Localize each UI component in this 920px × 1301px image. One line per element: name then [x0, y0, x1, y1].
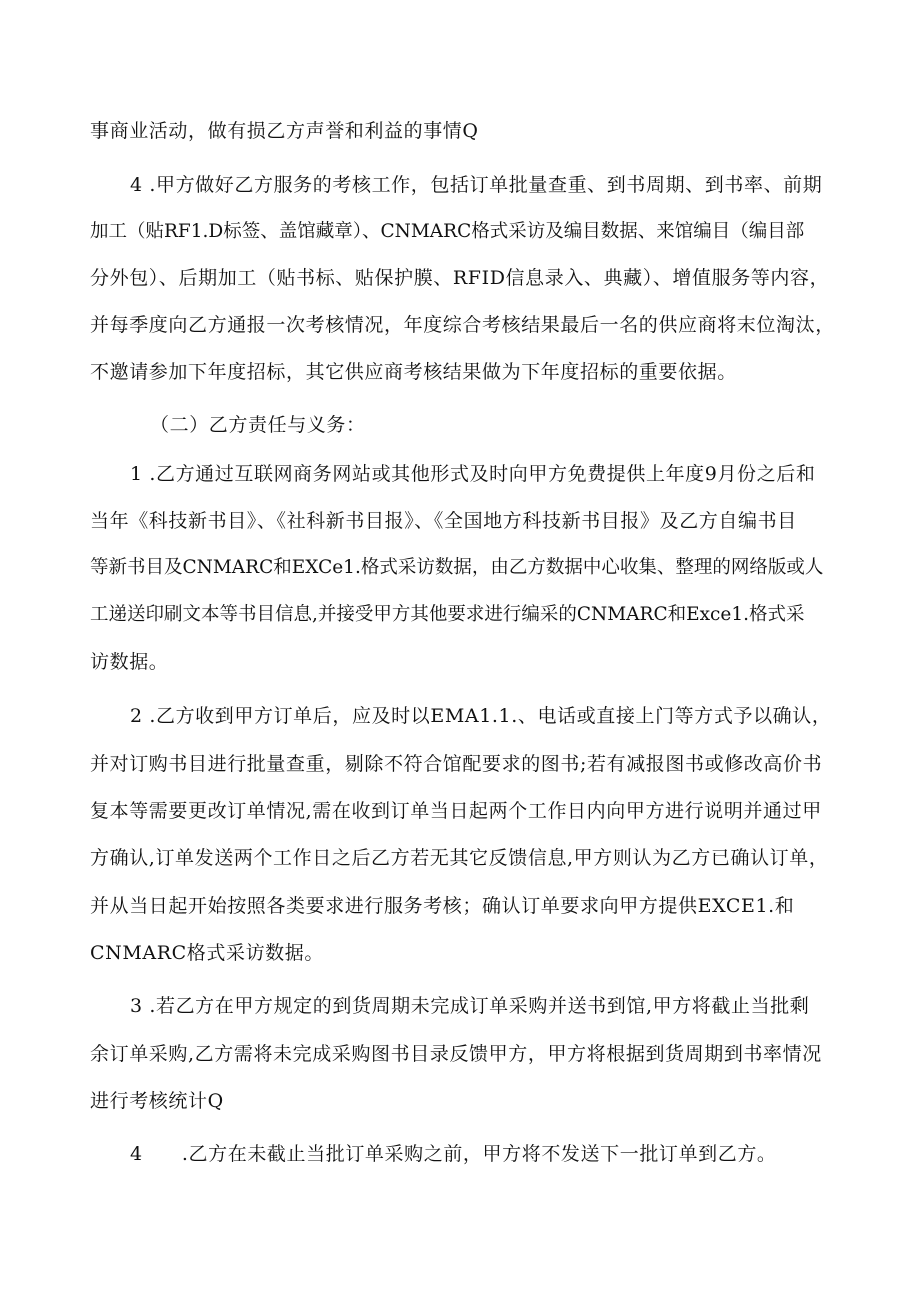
- text-line: 1 .乙方通过互联网商务网站或其他形式及时向甲方免费提供上年度9月份之后和: [130, 463, 816, 485]
- text-line: 不邀请参加下年度招标，其它供应商考核结果做为下年度招标的重要依据。: [90, 361, 737, 383]
- text-line: 4 .甲方做好乙方服务的考核工作，包括订单批量查重、到书周期、到书率、前期: [130, 174, 823, 196]
- text-line: 2 .乙方收到甲方订单后，应及时以EMA1.1.、电话或直接上门等方式予以确认，: [130, 705, 832, 727]
- text-line: 复本等需要更改订单情况,需在收到订单当日起两个工作日内向甲方进行说明并通过甲: [90, 800, 822, 822]
- text-line: 并对订购书目进行批量查重，剔除不符合馆配要求的图书;若有减报图书或修改高价书: [90, 753, 823, 775]
- text-line: 并从当日起开始按照各类要求进行服务考核；确认订单要求向甲方提供EXCE1.和: [90, 895, 795, 917]
- text-line: 分外包）、后期加工（贴书标、贴保护膜、RFID信息录入、典藏）、增值服务等内容，: [90, 267, 830, 289]
- text-line: 方确认,订单发送两个工作日之后乙方若无其它反馈信息,甲方则认为乙方已确认订单，: [90, 847, 829, 869]
- text-line: 等新书目及CNMARC和EXCe1.格式采访数据，由乙方数据中心收集、整理的网络版或人: [90, 557, 824, 578]
- text-line: 访数据。: [90, 651, 169, 673]
- text-line: CNMARC格式采访数据。: [90, 942, 324, 964]
- text-line: 并每季度向乙方通报一次考核情况，年度综合考核结果最后一名的供应商将末位淘汰，: [90, 314, 835, 336]
- section-heading: （二）乙方责任与义务：: [150, 414, 366, 436]
- text-line: 3 .若乙方在甲方规定的到货周期未完成订单采购并送书到馆,甲方将截止当批剩: [130, 995, 810, 1017]
- text-line: 余订单采购,乙方需将未完成采购图书目录反馈甲方，甲方将根据到货周期到书率情况: [90, 1043, 822, 1065]
- text-line: 当年《科技新书目》、《社科新书目报》、《全国地方科技新书目报》及乙方自编书目: [90, 510, 797, 532]
- text-line: 事商业活动，做有损乙方声誉和利益的事情Q: [90, 120, 479, 142]
- text-line: 加工（贴RF1.D标签、盖馆藏章）、CNMARC格式采访及编目数据、来馆编目（编目部: [90, 221, 805, 242]
- text-line: 进行考核统计Q: [90, 1090, 224, 1112]
- text-line: 工递送印刷文本等书目信息,并接受甲方其他要求进行编采的CNMARC和Exce1.格式采: [90, 604, 805, 625]
- text-line: 4 .乙方在未截止当批订单采购之前，甲方将不发送下一批订单到乙方。: [130, 1143, 777, 1165]
